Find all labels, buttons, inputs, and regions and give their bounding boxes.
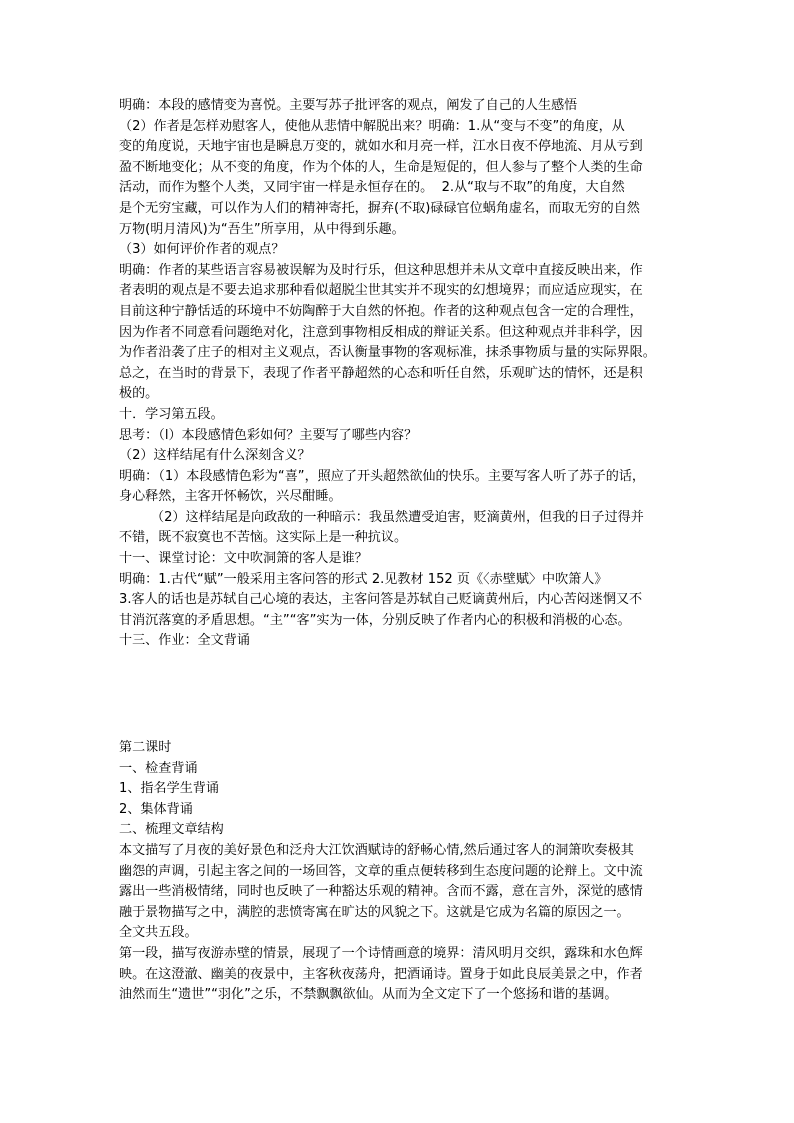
- list-item: 1、指名学生背诵: [119, 781, 219, 797]
- text-line: 盈不断地变化；从不变的角度，作为个体的人，生命是短促的，但人参与了整个人类的生命: [119, 159, 643, 175]
- text-line: 变的角度说，天地宇宙也是瞬息万变的，就如水和月亮一样，江水日夜不停地流、月从亏到: [119, 139, 643, 155]
- text-line: 本文描写了月夜的美好景色和泛舟大江饮酒赋诗的舒畅心情,然后通过客人的洞箫吹奏极其: [119, 842, 634, 858]
- lesson-title: 第二课时: [119, 740, 172, 755]
- text-line: 映。在这澄澈、幽美的夜景中，主客秋夜荡舟，把酒诵诗。置身于如此良辰美景之中，作者: [119, 966, 643, 982]
- section-heading: 十．学习第五段。: [119, 406, 224, 422]
- indented-text-line: （2）这样结尾是向政敌的一种暗示：我虽然遭受迫害，贬滴黄州，但我的日子过得并: [151, 509, 644, 525]
- text-line: 极的。: [119, 386, 159, 402]
- text-line: 是个无穷宝藏，可以作为人们的精神寄托，摒弃(不取)碌碌官位蜗角虚名，而取无穷的自然: [119, 200, 640, 216]
- list-item: 2、集体背诵: [119, 801, 193, 817]
- text-line: 总之，在当时的背景下，表现了作者平静超然的心态和听任自然，乐观旷达的情怀，还是积: [119, 365, 643, 381]
- section-heading: 十三、作业：全文背诵: [119, 633, 250, 649]
- section-heading: 一、检查背诵: [119, 760, 198, 776]
- text-line: 因为作者不同意看问题绝对化，注意到事物相反相成的辩证关系。但这种观点并非科学，因: [119, 324, 643, 340]
- text-line: 思考：（l）本段感情色彩如何？主要写了哪些内容？: [119, 427, 418, 443]
- text-line: 第一段，描写夜游赤壁的情景，展现了一个诗情画意的境界：清风明月交织，露珠和水色辉: [119, 945, 643, 961]
- text-line: 明确：1.古代“赋”一般采用主客问答的形式 2.见教材 152 页《〈赤壁赋〉中吹箫人》: [119, 571, 608, 587]
- text-line: 油然而生“遗世”“羽化”之乐，不禁飘飘欲仙。从而为全文定下了一个悠扬和谐的基调。: [119, 987, 618, 1003]
- text-line: 露出一些消极情绪，同时也反映了一种豁达乐观的精神。含而不露，意在言外，深觉的感情: [119, 884, 643, 900]
- text-line: 活动，而作为整个人类，又同宇宙一样是永恒存在的。 2.从“取与不取”的角度，大自然: [119, 180, 625, 196]
- text-line: 甘消沉落寞的矛盾思想。“主”“客”实为一体，分别反映了作者内心的积极和消极的心态。: [119, 612, 631, 628]
- section-heading: 十一、课堂讨论：文中吹洞箫的客人是谁？: [119, 551, 368, 567]
- text-line: 目前这种宁静恬适的环境中不妨陶醉于大自然的怀抱。作者的这种观点包含一定的合理性，: [119, 303, 643, 319]
- text-line: 身心释然，主客开怀畅饮，兴尽酣睡。: [119, 489, 342, 505]
- question-heading: （3）如何评价作者的观点？: [119, 242, 285, 258]
- question-heading: （2）这样结尾有什么深刻含义？: [119, 448, 311, 464]
- text-line: （2）作者是怎样劝慰客人，使他从悲情中解脱出来？明确：1.从“变与不变”的角度，从: [119, 118, 625, 134]
- text-line: 者表明的观点是不要去追求那种看似超脱尘世其实并不现实的幻想境界；而应适应现实，在: [119, 283, 643, 299]
- lesson-two: [119, 738, 679, 1006]
- text-line: 全文共五段。: [119, 925, 198, 941]
- text-line: 不错，既不寂寞也不苦恼。这实际上是一种抗议。: [119, 530, 408, 546]
- text-line: 融于景物描写之中，满腔的悲愤寄寓在旷达的风貌之下。这就是它成为名篇的原因之一。: [119, 904, 630, 920]
- lesson-one-continuation: [119, 96, 679, 652]
- text-line: 为作者沿袭了庄子的相对主义观点，否认衡量事物的客观标准，抹杀事物质与量的实际界限。: [119, 345, 656, 361]
- section-heading: 二、梳理文章结构: [119, 822, 224, 838]
- text-line: 3.客人的话也是苏轼自己心境的表达，主客问答是苏轼自己贬谪黄州后，内心苦闷迷惘又不: [119, 592, 643, 608]
- text-line: 万物(明月清风)为“吾生”所享用，从中得到乐趣。: [119, 221, 405, 237]
- text-line: 明确：作者的某些语言容易被误解为及时行乐，但这种思想并未从文章中直接反映出来，作: [119, 262, 643, 278]
- text-line: 明确：本段的感情变为喜悦。主要写苏子批评客的观点，阐发了自己的人生感悟: [119, 98, 578, 113]
- text-line: 幽怨的声调，引起主客之间的一场回答，文章的重点便转移到生态度问题的论辩上。文中流: [119, 863, 643, 879]
- text-line: 明确：（1）本段感情色彩为“喜”，照应了开头超然欲仙的快乐。主要写客人听了苏子的话，: [119, 468, 646, 484]
